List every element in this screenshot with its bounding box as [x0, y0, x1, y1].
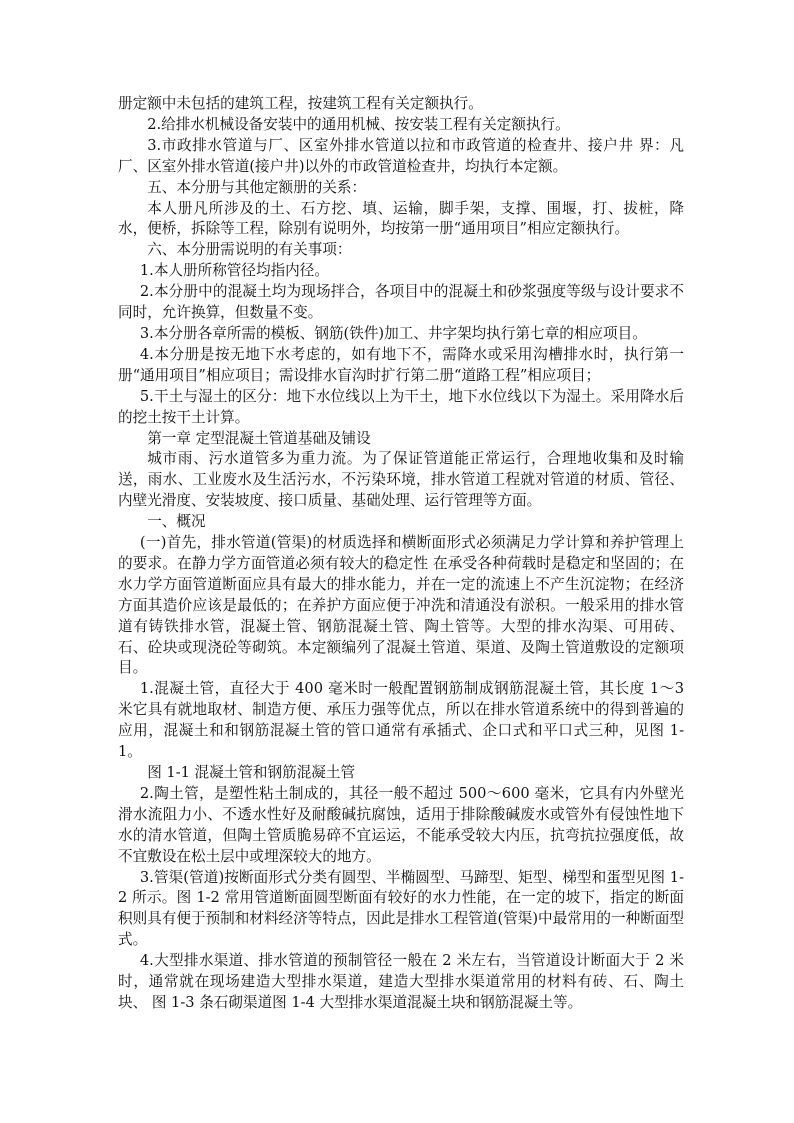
chapter-intro: 城市雨、污水道管多为重力流。为了保证管道能正常运行，合理地收集和及时输送，雨水、工业废水及生活污水，不污染环境，排水管道工程就对管道的材质、管径、内壁光滑度、安装坡度、接口质量、基础处理、运行管理等方面。: [118, 450, 684, 510]
paragraph-3: 3.市政排水管道与厂、区室外排水管道以拉和市政管道的检查井、接户井 界：凡厂、区室外排水管道(接户井)以外的市政管道检查井，均执行本定额。: [118, 136, 684, 175]
paragraph-1: 册定额中未包括的建筑工程，按建筑工程有关定额执行。: [118, 95, 483, 112]
item-4: 4.本分册是按无地下水考虑的，如有地下不，需降水或采用沟槽排水时，执行第一册“通用项目”相应项目；需设排水盲沟时扩行第二册“道路工程”相应项目；: [118, 345, 684, 384]
section-heading-6: 六、本分册需说明的有关事项：: [147, 241, 352, 259]
paragraph-2: 2.给排水机械设备安装中的通用机械、按安装工程有关定额执行。: [147, 115, 570, 133]
section-heading-5: 五、本分册与其他定额册的关系：: [147, 178, 367, 196]
pipe-section-paragraph: 3.管渠(管道)按断面形式分类有圆型、半椭圆型、马蹄型、矩型、梯型和蛋型见图 1-2 所示。图 1-2 常用管道断面圆型断面有较好的水力性能，在一定的坡下，指定的断面积则具有便于预制和材料经济等特点，因此是排水工程管道(管渠)中最常用的一种断面型式。: [118, 868, 684, 949]
concrete-pipe-paragraph: 1.混凝土管，直径大于 400 毫米时一般配置钢筋制成钢筋混凝土管，其长度 1～3 米它具有就地取材、制造方便、承压力强等优点，所以在排水管道系统中的得到普遍的应用，混凝土和和钢筋混凝土管的管口通常有承插式、企口式和平口式三种，见图 1-1。: [118, 680, 684, 761]
figure-caption-1-1: 图 1-1 混凝土管和钢筋混凝土管: [147, 764, 356, 781]
section-heading-overview: 一、概况: [147, 513, 206, 531]
paragraph-4: 本人册凡所涉及的土、石方挖、填、运输，脚手架，支撑、围堰，打、拔桩，降水，便桥，拆除等工程，除别有说明外，均按第一册“通用项目”相应定额执行。: [118, 199, 684, 238]
item-3: 3.本分册各章所需的模板、钢筋(铁件)加工、井字架均执行第七章的相应项目。: [139, 324, 647, 342]
item-1: 1.本人册所称管径均指内径。: [139, 262, 329, 280]
item-5: 5.干土与湿土的区分：地下水位线以上为干土，地下水位线以下为湿土。采用降水后的挖土按干土计算。: [118, 387, 684, 426]
chapter-title: 第一章 定型混凝土管道基础及铺设: [147, 429, 371, 447]
clay-pipe-paragraph: 2.陶土管，是塑性粘土制成的，其径一般不超过 500～600 毫米，它具有内外壁光滑水流阻力小、不透水性好及耐酸碱抗腐蚀，适用于排除酸碱废水或管外有侵蚀性地下水的清水管道，但陶土管质脆易碎不宜运运，不能承受较大内压，抗弯抗拉强度低，故不宜敷设在松土层中或埋深较大的地方。: [118, 784, 684, 865]
overview-paragraph: (一)首先，排水管道(管渠)的材质选择和横断面形式必须满足力学计算和养护管理上的要求。在静力学方面管道必须有较大的稳定性 在承受各种荷载时是稳定和坚固的；在水力学方面管道断面应具有最大的排水能力，并在一定的流速上不产生沉淀物；在经济方面其造价应该是最低的；在养护方面应便于冲洗和清通没有淤积。一般采用的排水管道有铸铁排水管，混凝土管、钢筋混凝土管、陶土管等。大型的排水沟渠、可用砖、石、砼块或现浇砼等砌筑。本定额编列了混凝土管道、渠道、及陶土管道敷设的定额项目。: [118, 534, 684, 677]
document-body: [118, 94, 684, 1014]
item-2: 2.本分册中的混凝土均为现场拌合，各项目中的混凝土和砂浆强度等级与设计要求不同时，允许换算，但数量不变。: [118, 283, 684, 322]
large-channel-paragraph: 4.大型排水渠道、排水管道的预制管径一般在 2 米左右，当管道设计断面大于 2 米时，通常就在现场建造大型排水渠道，建造大型排水渠道常用的材料有砖、石、陶土块、 图 1-3 条石砌渠道图 1-4 大型排水渠道混凝土块和钢筋混凝土等。: [118, 952, 684, 1011]
